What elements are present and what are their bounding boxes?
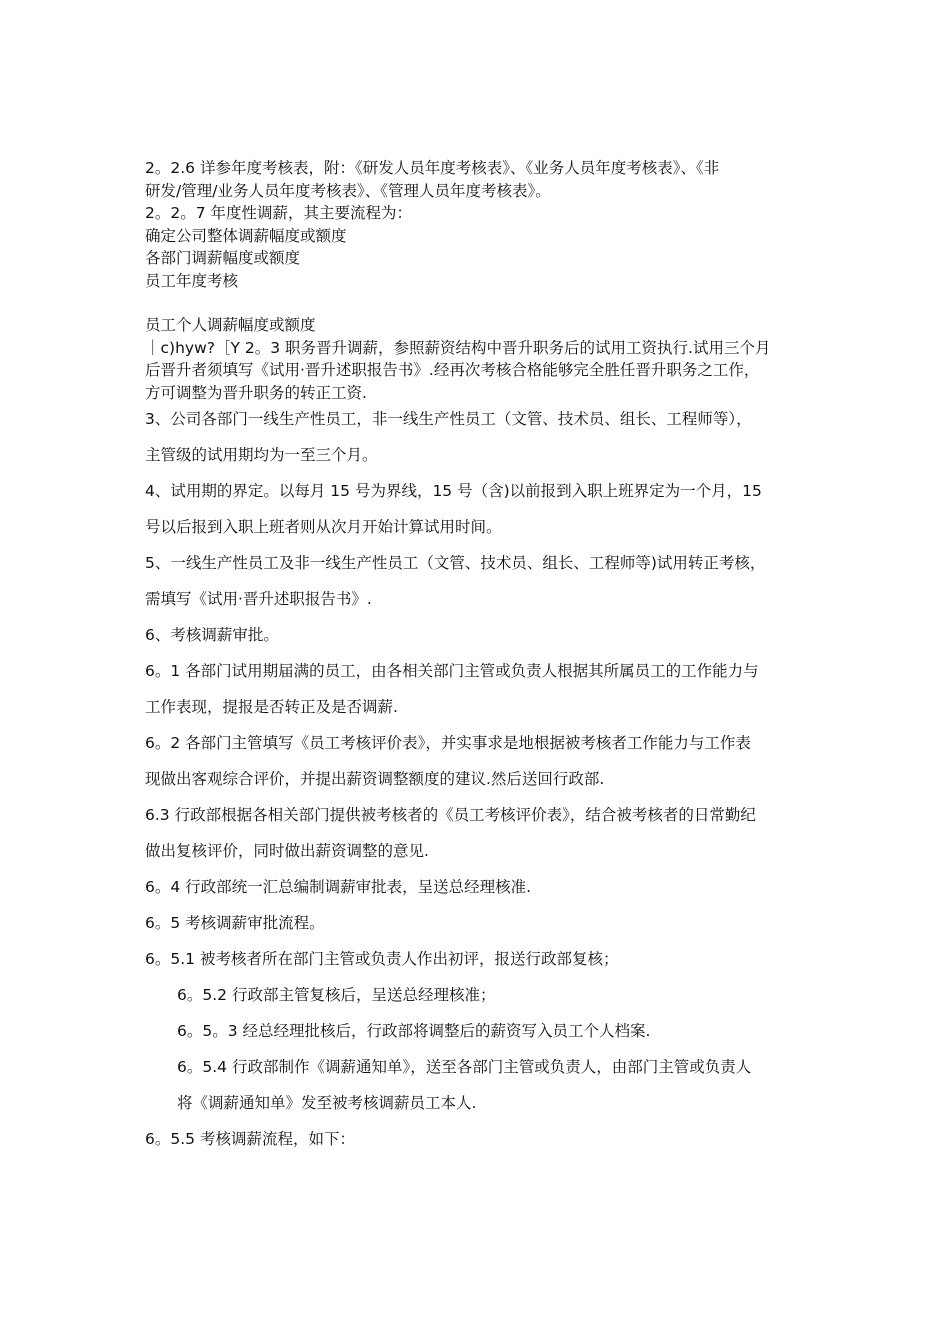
flow-step-1: 确定公司整体调薪幅度或额度 [145, 226, 347, 245]
para-6-1-line-2: 工作表现，提报是否转正及是否调薪. [145, 698, 398, 716]
main-section [145, 401, 825, 1157]
para-6-5-4-line-1: 6。5.4 行政部制作《调薪通知单》，送至各部门主管或负责人，由部门主管或负责人 [177, 1058, 752, 1076]
para-2-3-line-3: 方可调整为晋升职务的转正工资. [145, 383, 367, 402]
para-3-line-2: 主管级的试用期均为一至三个月。 [145, 446, 378, 464]
para-6-3-line-1: 6.3 行政部根据各相关部门提供被考核者的《员工考核评价表》，结合被考核者的日常勤纪 [145, 806, 756, 824]
para-4-line-2: 号以后报到入职上班者则从次月开始计算试用时间。 [145, 518, 502, 536]
top-section [145, 157, 825, 404]
para-6-5-1: 6。5.1 被考核者所在部门主管或负责人作出初评，报送行政部复核； [145, 950, 619, 968]
para-2-3-line-1: ｜c)hyw?［Y 2。3 职务晋升调薪，参照薪资结构中晋升职务后的试用工资执行.试用三个月 [145, 338, 771, 357]
flow-step-4: 员工个人调薪幅度或额度 [145, 316, 316, 334]
para-2-2-6-line-2: 研发/管理/业务人员年度考核表》、《管理人员年度考核表》。 [145, 181, 551, 200]
para-5-line-2: 需填写《试用·晋升述职报告书》. [145, 590, 372, 608]
para-6-5-5: 6。5.5 考核调薪流程，如下： [145, 1130, 355, 1148]
para-6-5: 6。5 考核调薪审批流程。 [145, 914, 325, 932]
para-6-4: 6。4 行政部统一汇总编制调薪审批表，呈送总经理核准. [145, 878, 532, 896]
para-2-2-7: 2。2。7 年度性调薪，其主要流程为： [145, 204, 413, 222]
para-6-5-4-line-2: 将《调薪通知单》发至被考核调薪员工本人. [177, 1094, 477, 1112]
para-6-heading: 6、考核调薪审批。 [145, 626, 279, 644]
para-5-line-1: 5、一线生产性员工及非一线生产性员工（文管、技术员、组长、工程师等)试用转正考核， [145, 554, 766, 572]
flow-step-3: 员工年度考核 [145, 271, 239, 290]
para-6-5-3: 6。5。3 经总经理批核后，行政部将调整后的薪资写入员工个人档案. [177, 1022, 651, 1040]
para-6-5-2: 6。5.2 行政部主管复核后，呈送总经理核准； [177, 986, 496, 1004]
para-6-1-line-1: 6。1 各部门试用期届满的员工，由各相关部门主管或负责人根据其所属员工的工作能力与 [145, 662, 759, 680]
flow-step-2: 各部门调薪幅度或额度 [145, 249, 301, 267]
para-4-line-1: 4、试用期的界定。以每月 15 号为界线，15 号（含)以前报到入职上班界定为一个月，15 [145, 482, 762, 500]
para-3-line-1: 3、公司各部门一线生产性员工，非一线生产性员工（文管、技术员、组长、工程师等）， [145, 410, 752, 428]
flow-gap [145, 292, 825, 314]
para-6-2-line-2: 现做出客观综合评价，并提出薪资调整额度的建议.然后送回行政部. [145, 770, 605, 788]
para-6-2-line-1: 6。2 各部门主管填写《员工考核评价表》，并实事求是地根据被考核者工作能力与工作表 [145, 734, 751, 752]
para-6-3-line-2: 做出复核评价，同时做出薪资调整的意见. [145, 842, 429, 860]
para-2-3-line-2: 后晋升者须填写《试用·晋升述职报告书》.经再次考核合格能够完全胜任晋升职务之工作， [145, 361, 760, 379]
para-2-2-6-line-1: 2。2.6 详参年度考核表，附：《研发人员年度考核表》、《业务人员年度考核表》、《非 [145, 159, 720, 177]
